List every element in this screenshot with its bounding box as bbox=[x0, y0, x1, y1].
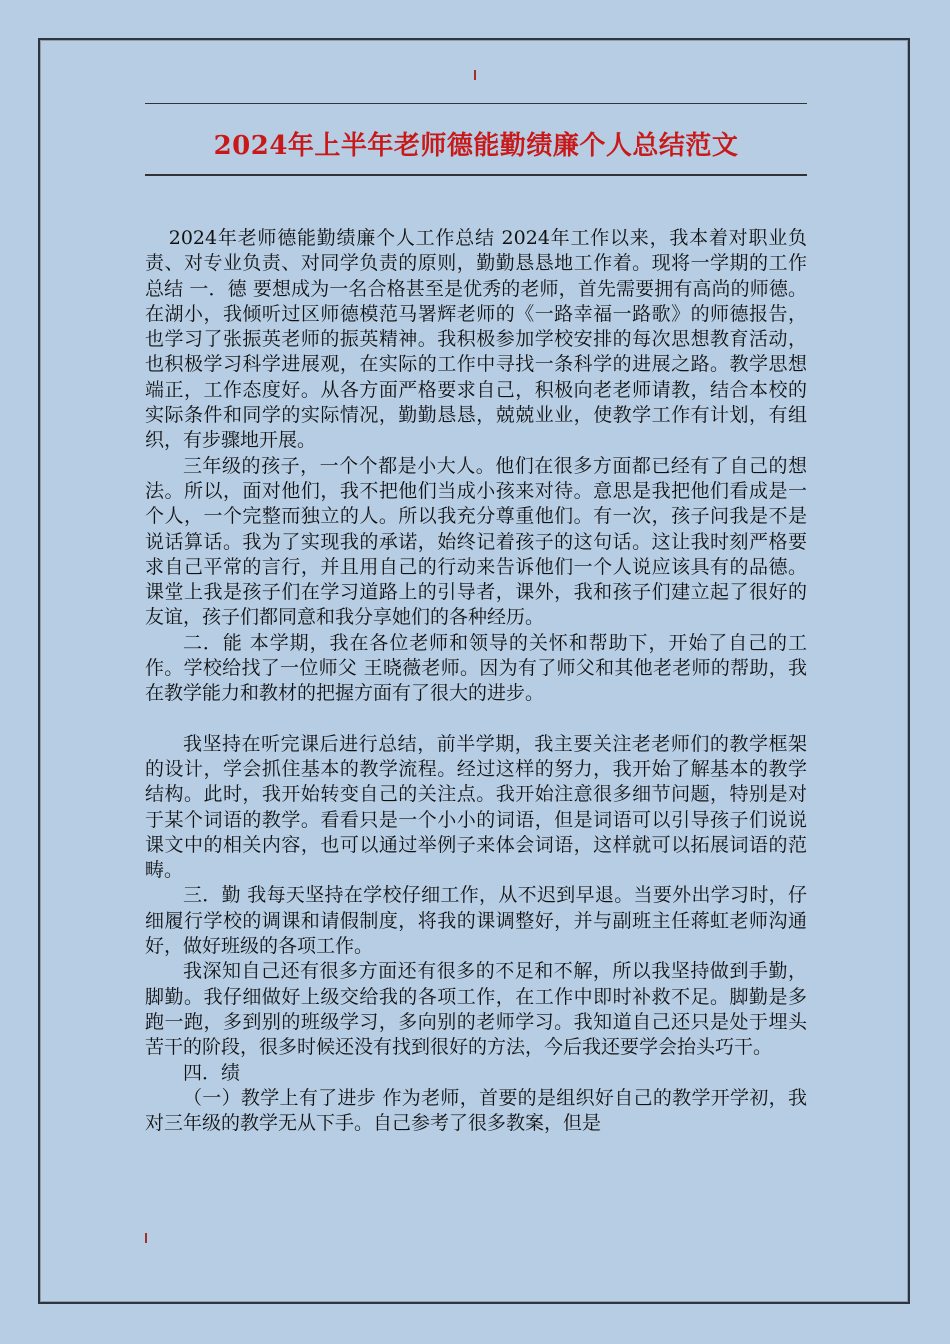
title-rule bbox=[145, 174, 807, 176]
paragraph-lesson-summary: 我坚持在听完课后进行总结，前半学期，我主要关注老老师们的教学框架的设计，学会抓住基本的教学流程。经过这样的努力，我开始了解基本的教学结构。此时，我开始转变自己的关注点。我开始注意很多细节问题，特别是对于某个词语的教学。看看只是一个小小的词语，但是词语可以引导孩子们说说课文中的相关内容，也可以通过举例子来体会词语，这样就可以拓展词语的范畴。 bbox=[145, 732, 807, 882]
section-heading-achievement: 四．绩 bbox=[183, 1061, 241, 1084]
document-body bbox=[145, 226, 807, 1136]
paragraph-ability: 二．能 本学期，我在各位老师和领导的关怀和帮助下，开始了自己的工作。学校给找了一位师父 王晓薇老师。因为有了师父和其他老老师的帮助，我在教学能力和教材的把握方面有了很大的进步。 bbox=[145, 631, 807, 705]
paragraph-shortcomings: 我深知自己还有很多方面还有很多的不足和不解，所以我坚持做到手勤，脚勤。我仔细做好上级交给我的各项工作，在工作中即时补救不足。脚勤是多跑一跑，多到别的班级学习，多向别的老师学习。我知道自己还只是处于埋头苦干的阶段，很多时候还没有找到很好的方法，今后我还要学会抬头巧干。 bbox=[145, 960, 807, 1059]
document-title: 2024年上半年老师德能勤绩廉个人总结范文 bbox=[213, 131, 739, 161]
footer-mark bbox=[145, 1233, 147, 1243]
paragraph-children: 三年级的孩子，一个个都是小大人。他们在很多方面都已经有了自己的想法。所以，面对他们，我不把他们当成小孩来对待。意思是我把他们看成是一个人，一个完整而独立的人。所以我充分尊重他们。有一次，孩子问我是不是说话算话。我为了实现我的承诺，始终记着孩子的这句话。这让我时刻严格要求自己平常的言行，并且用自己的行动来告诉他们一个人说应该具有的品德。课堂上我是孩子们在学习道路上的引导者，课外，我和孩子们建立起了很好的友谊，孩子们都同意和我分享她们的各种经历。 bbox=[145, 454, 807, 629]
paragraph-teaching-progress: （一）教学上有了进步 作为老师，首要的是组织好自己的教学开学初，我对三年级的教学无从下手。自己参考了很多教案，但是 bbox=[145, 1086, 807, 1135]
paragraph-intro: 2024年老师德能勤绩廉个人工作总结 2024年工作以来，我本着对职业负责、对专业负责、对同学负责的原则，勤勤恳恳地工作着。现将一学期的工作总结 一．德 要想成为一名合格甚至是优秀的老师，首先需要拥有高尚的师德。在湖小，我倾听过区师德模范马署辉老师的《一路幸福一路歌》的师德报告，也学习了张振英老师的振英精神。我积极参加学校安排的每次思想教育活动，也积极学习科学进展观，在实际的工作中寻找一条科学的进展之路。教学思想端正，工作态度好。从各方面严格要求自己，积极向老老师请教，结合本校的实际条件和同学的实际情况，勤勤恳恳，兢兢业业，使教学工作有计划，有组织，有步骤地开展。 bbox=[145, 227, 807, 452]
header-mark bbox=[474, 70, 476, 80]
paragraph-diligence: 三．勤 我每天坚持在学校仔细工作，从不迟到早退。当要外出学习时，仔细履行学校的调课和请假制度，将我的课调整好，并与副班主任蒋虹老师沟通好，做好班级的各项工作。 bbox=[145, 884, 807, 958]
header-rule bbox=[145, 103, 807, 104]
